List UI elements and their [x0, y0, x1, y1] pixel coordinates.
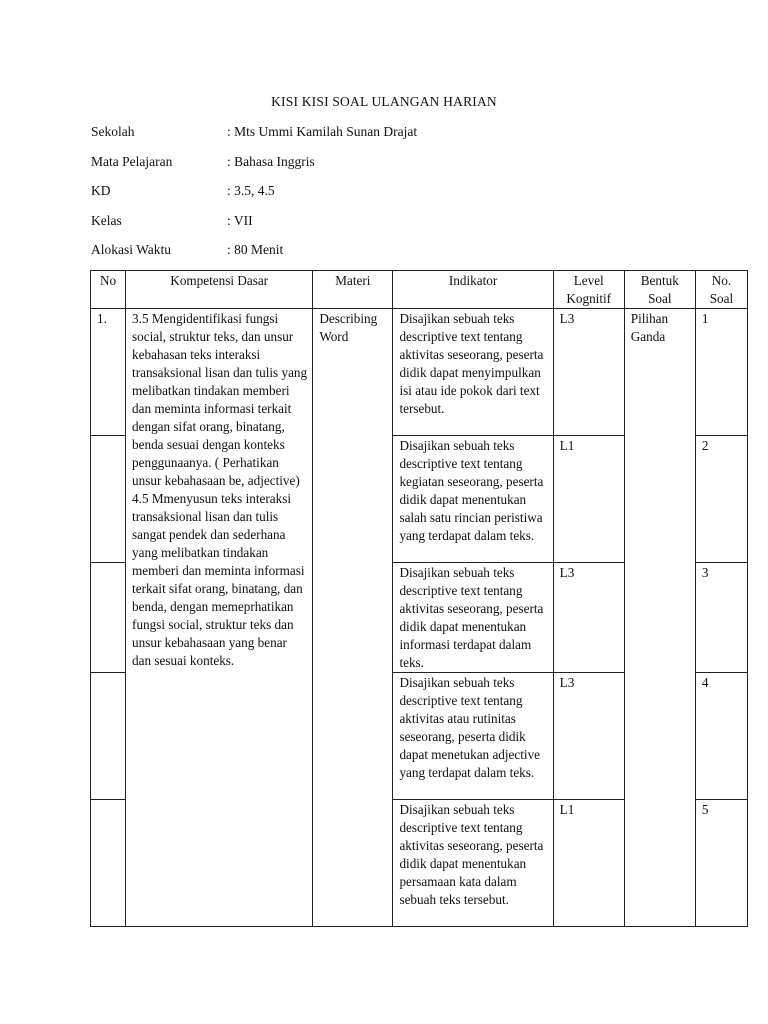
info-value: : Mts Ummi Kamilah Sunan Drajat: [227, 124, 418, 139]
cell-level-kognitif: L3: [553, 563, 624, 673]
table-row: [91, 309, 748, 436]
cell-level-kognitif: L1: [553, 436, 624, 563]
cell-level-kognitif: L3: [553, 673, 624, 800]
cell-bentuk-soal: Pilihan Ganda: [624, 309, 695, 927]
info-value: : VII: [227, 213, 253, 228]
document-title: KISI KISI SOAL ULANGAN HARIAN: [271, 94, 497, 109]
info-value: : Bahasa Inggris: [227, 154, 315, 169]
info-label: Mata Pelajaran: [91, 154, 173, 169]
info-label: Alokasi Waktu: [91, 242, 172, 257]
header-no-soal: No. Soal: [695, 271, 747, 309]
header-no: No: [91, 271, 126, 309]
cell-no: [91, 673, 126, 800]
header-indikator: Indikator: [393, 271, 553, 309]
cell-indikator: Disajikan sebuah teks descriptive text tentang aktivitas seseorang, peserta didik dapat menentukan persamaan kata dalam sebuah teks tersebut.: [393, 800, 553, 927]
cell-no-soal: 5: [695, 800, 747, 927]
cell-no-soal: 4: [695, 673, 747, 800]
cell-indikator: Disajikan sebuah teks descriptive text tentang aktivitas atau rutinitas seseorang, peserta didik dapat menetukan adjective yang terdapat dalam teks.: [393, 673, 553, 800]
header-kompetensi-dasar: Kompetensi Dasar: [126, 271, 313, 309]
header-bentuk-soal: Bentuk Soal: [624, 271, 695, 309]
info-label: KD: [91, 183, 111, 198]
cell-indikator: Disajikan sebuah teks descriptive text tentang aktivitas seseorang, peserta didik dapat menyimpulkan isi atau ide pokok dari text tersebut.: [393, 309, 553, 436]
cell-no: [91, 563, 126, 673]
header-materi: Materi: [313, 271, 393, 309]
cell-level-kognitif: L1: [553, 800, 624, 927]
info-value: : 3.5, 4.5: [227, 183, 275, 198]
cell-kompetensi-dasar: 3.5 Mengidentifikasi fungsi social, struktur teks, dan unsur kebahasan teks interaksi transaksional lisan dan tulis yang melibatkan tindakan memberi dan meminta informasi terkait dengan sifat orang, binatang, benda sesuai dengan konteks penggunaanya. ( Perhatikan unsur kebahasaan be, adjective) 4.5 Mmenyusun teks interaksi transaksional lisan dan tulis sangat pendek dan sederhana yang melibatkan tindakan memberi dan meminta informasi terkait sifat orang, binatang, dan benda, dengan memeprhatikan fungsi social, struktur teks dan unsur kebahasaan yang benar dan sesuai konteks.: [126, 309, 313, 927]
table-header-row: [91, 271, 748, 309]
cell-no-soal: 1: [695, 309, 747, 436]
cell-level-kognitif: L3: [553, 309, 624, 436]
info-label: Sekolah: [91, 124, 135, 139]
kisi-kisi-table: [90, 270, 748, 927]
cell-materi: Describing Word: [313, 309, 393, 927]
cell-no-soal: 2: [695, 436, 747, 563]
cell-no: 1.: [91, 309, 126, 436]
cell-no: [91, 436, 126, 563]
cell-no-soal: 3: [695, 563, 747, 673]
cell-no: [91, 800, 126, 927]
cell-indikator: Disajikan sebuah teks descriptive text tentang kegiatan seseorang, peserta didik dapat menentukan salah satu rincian peristiwa yang terdapat dalam teks.: [393, 436, 553, 563]
info-label: Kelas: [91, 213, 122, 228]
info-value: : 80 Menit: [227, 242, 284, 257]
cell-indikator: Disajikan sebuah teks descriptive text tentang aktivitas seseorang, peserta didik dapat menentukan informasi terdapat dalam teks.: [393, 563, 553, 673]
header-level-kognitif: Level Kognitif: [553, 271, 624, 309]
